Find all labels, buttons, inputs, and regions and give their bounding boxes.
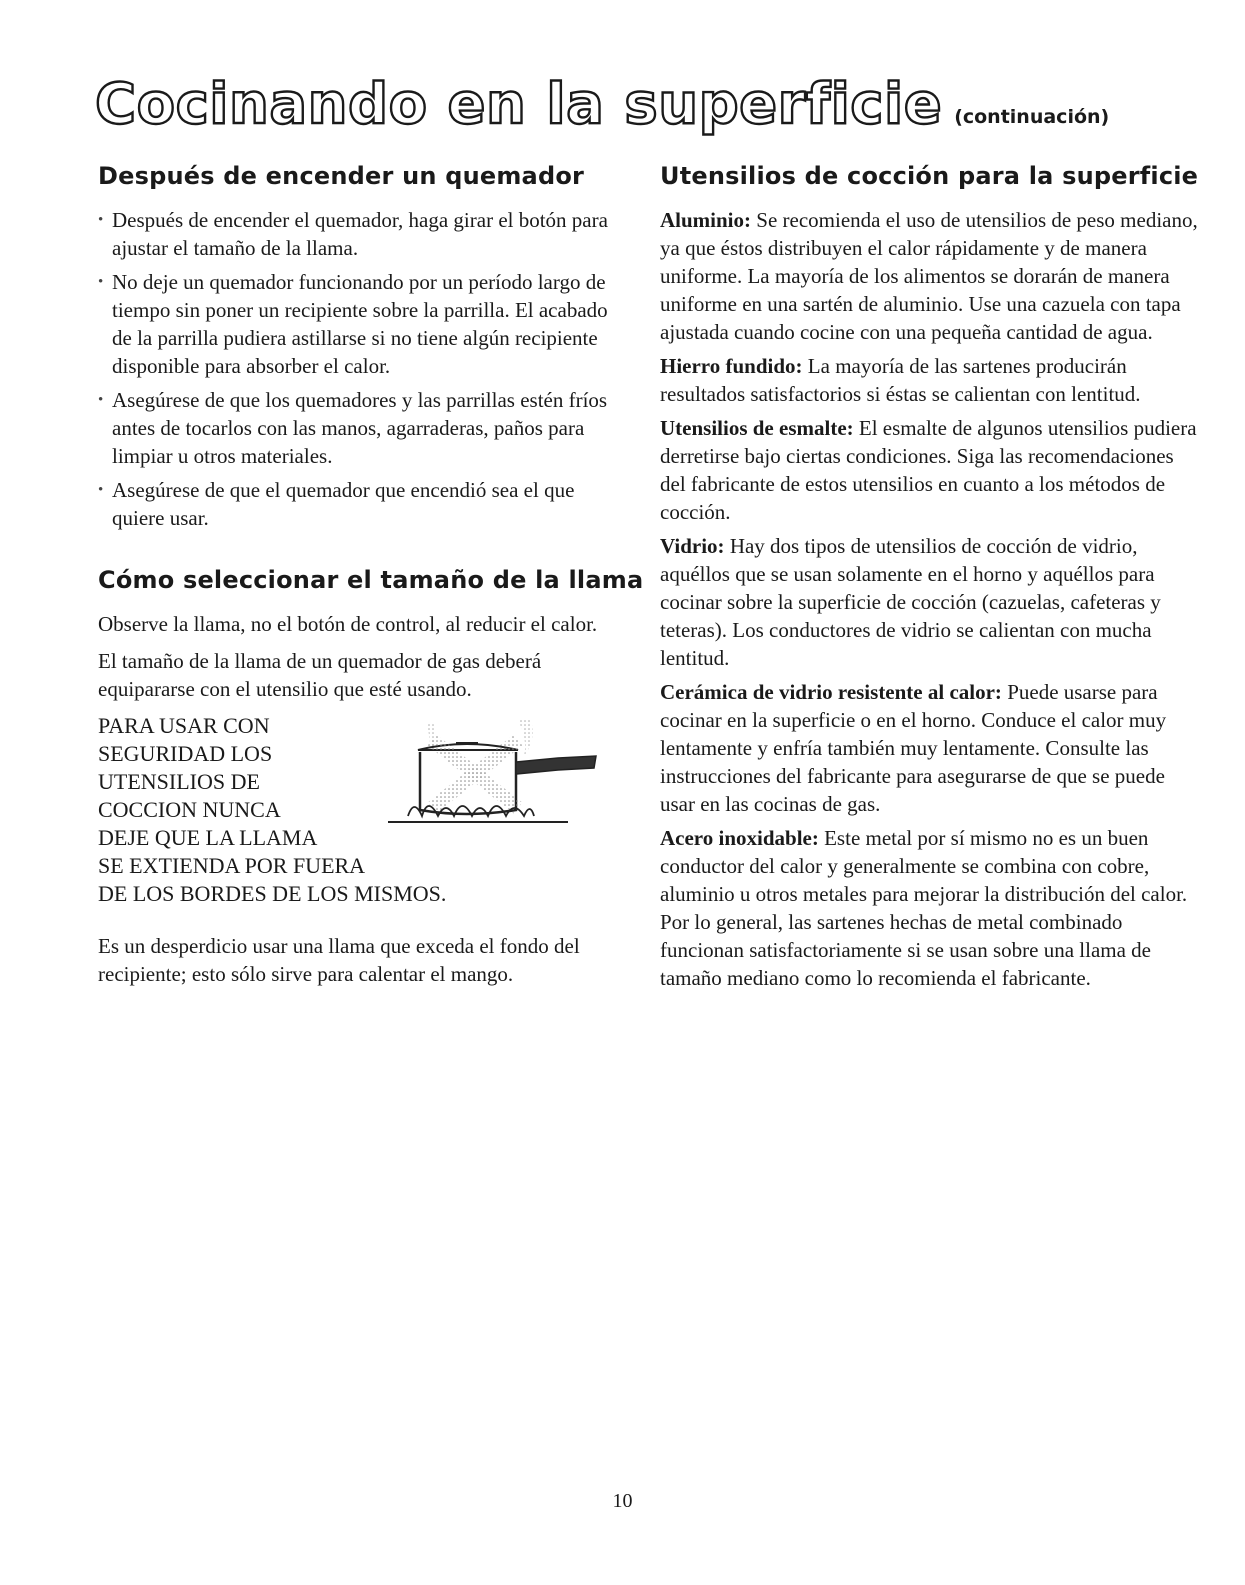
page-title [95, 72, 1109, 137]
material-label: Cerámica de vidrio resistente al calor: [660, 680, 1002, 704]
bullet-item: • Después de encender el quemador, haga girar el botón para ajustar el tamaño de la llama. [98, 206, 628, 262]
flame-size-section [98, 566, 644, 988]
material-aluminum [660, 206, 1200, 346]
safety-warning-block [98, 712, 628, 924]
bullet-item: • Asegúrese de que los quemadores y las parrillas estén fríos antes de tocarlos con las manos, agarraderas, paños para limpiar u otros materiales. [98, 386, 628, 470]
left-column [98, 162, 644, 997]
material-label: Acero inoxidable: [660, 826, 819, 850]
page-number: 10 [612, 1490, 633, 1512]
page-title-main: Cocinando en la superficie [95, 72, 943, 137]
paragraph: Observe la llama, no el botón de control, al reducir el calor. [98, 612, 598, 636]
bullet-item: • Asegúrese de que el quemador que encendió sea el que quiere usar. [98, 476, 628, 532]
section-heading-flame-size: Cómo seleccionar el tamaño de la llama [98, 566, 644, 594]
warning-line: SEGURIDAD LOS [98, 741, 273, 766]
section-heading-after-lighting: Después de encender un quemador [98, 162, 585, 190]
material-enamelware [660, 414, 1200, 526]
material-label: Hierro fundido: [660, 354, 803, 378]
warning-line: PARA USAR CON [98, 713, 270, 738]
warning-line: DE LOS BORDES DE LOS MISMOS. [98, 881, 447, 906]
warning-line: UTENSILIOS DE [98, 769, 260, 794]
material-description: Este metal por sí mismo no es un buen conductor del calor y generalmente se combina con cobre, aluminio u otros metales para mejorar la distribución del calor. Por lo general, las sartenes hechas de metal combinado funcionan satisfactoriamente si se usan sobre una llama de tamaño mediano como lo recomienda el fabricante. [660, 826, 1188, 990]
paragraph: Es un desperdicio usar una llama que exceda el fondo del recipiente; esto sólo sirve para calentar el mango. [98, 934, 580, 986]
warning-line: COCCION NUNCA [98, 797, 281, 822]
material-label: Aluminio: [660, 208, 752, 232]
material-label: Utensilios de esmalte: [660, 416, 854, 440]
section-heading-cookware: Utensilios de cocción para la superficie [660, 162, 1199, 190]
material-description: Hay dos tipos de utensilios de cocción de vidrio, aquéllos que se usan solamente en el horno y aquéllos para cocinar sobre la superficie de cocción (cazuelas, cafeteras y teteras). Los conductores de vidrio se calientan con mucha lentitud. [660, 534, 1161, 670]
material-glass-ceramic [660, 678, 1200, 818]
page-title-subtitle: (continuación) [954, 106, 1110, 128]
material-cast-iron [660, 352, 1200, 408]
bullet-item: • No deje un quemador funcionando por un período largo de tiempo sin poner un recipiente sobre la parrilla. El acabado de la parrilla pudiera astillarse si no tiene algún recipiente disponible para absorber el calor. [98, 268, 628, 380]
material-stainless-steel [660, 824, 1200, 992]
material-description: La mayoría de las sartenes producirán resultados satisfactorios si éstas se calientan con lentitud. [660, 354, 1141, 406]
right-column [660, 162, 1200, 998]
warning-line: DEJE QUE LA LLAMA [98, 825, 318, 850]
material-description: El esmalte de algunos utensilios pudiera derretirse bajo ciertas condiciones. Siga las recomendaciones del fabricante de estos utensilios en cuanto a los métodos de cocción. [660, 416, 1197, 524]
bullet-list [98, 206, 628, 532]
material-glass [660, 532, 1200, 672]
paragraph: El tamaño de la llama de un quemador de gas deberá equipararse con el utensilio que esté usando. [98, 649, 542, 701]
pan-flame-illustration [368, 712, 658, 830]
material-label: Vidrio: [660, 534, 725, 558]
material-description: Puede usarse para cocinar en la superficie o en el horno. Conduce el calor muy lentamente y enfría también muy lentamente. Consulte las instrucciones del fabricante para asegurarse de que se puede usar en las cocinas de gas. [660, 680, 1167, 816]
warning-line: SE EXTIENDA POR FUERA [98, 853, 366, 878]
material-description: Se recomienda el uso de utensilios de peso mediano, ya que éstos distribuyen el calor rápidamente y de manera uniforme. La mayoría de los alimentos se dorarán de manera uniforme en una sartén de aluminio. Use una cazuela con tapa ajustada cuando cocine con una pequeña cantidad de agua. [660, 208, 1198, 344]
